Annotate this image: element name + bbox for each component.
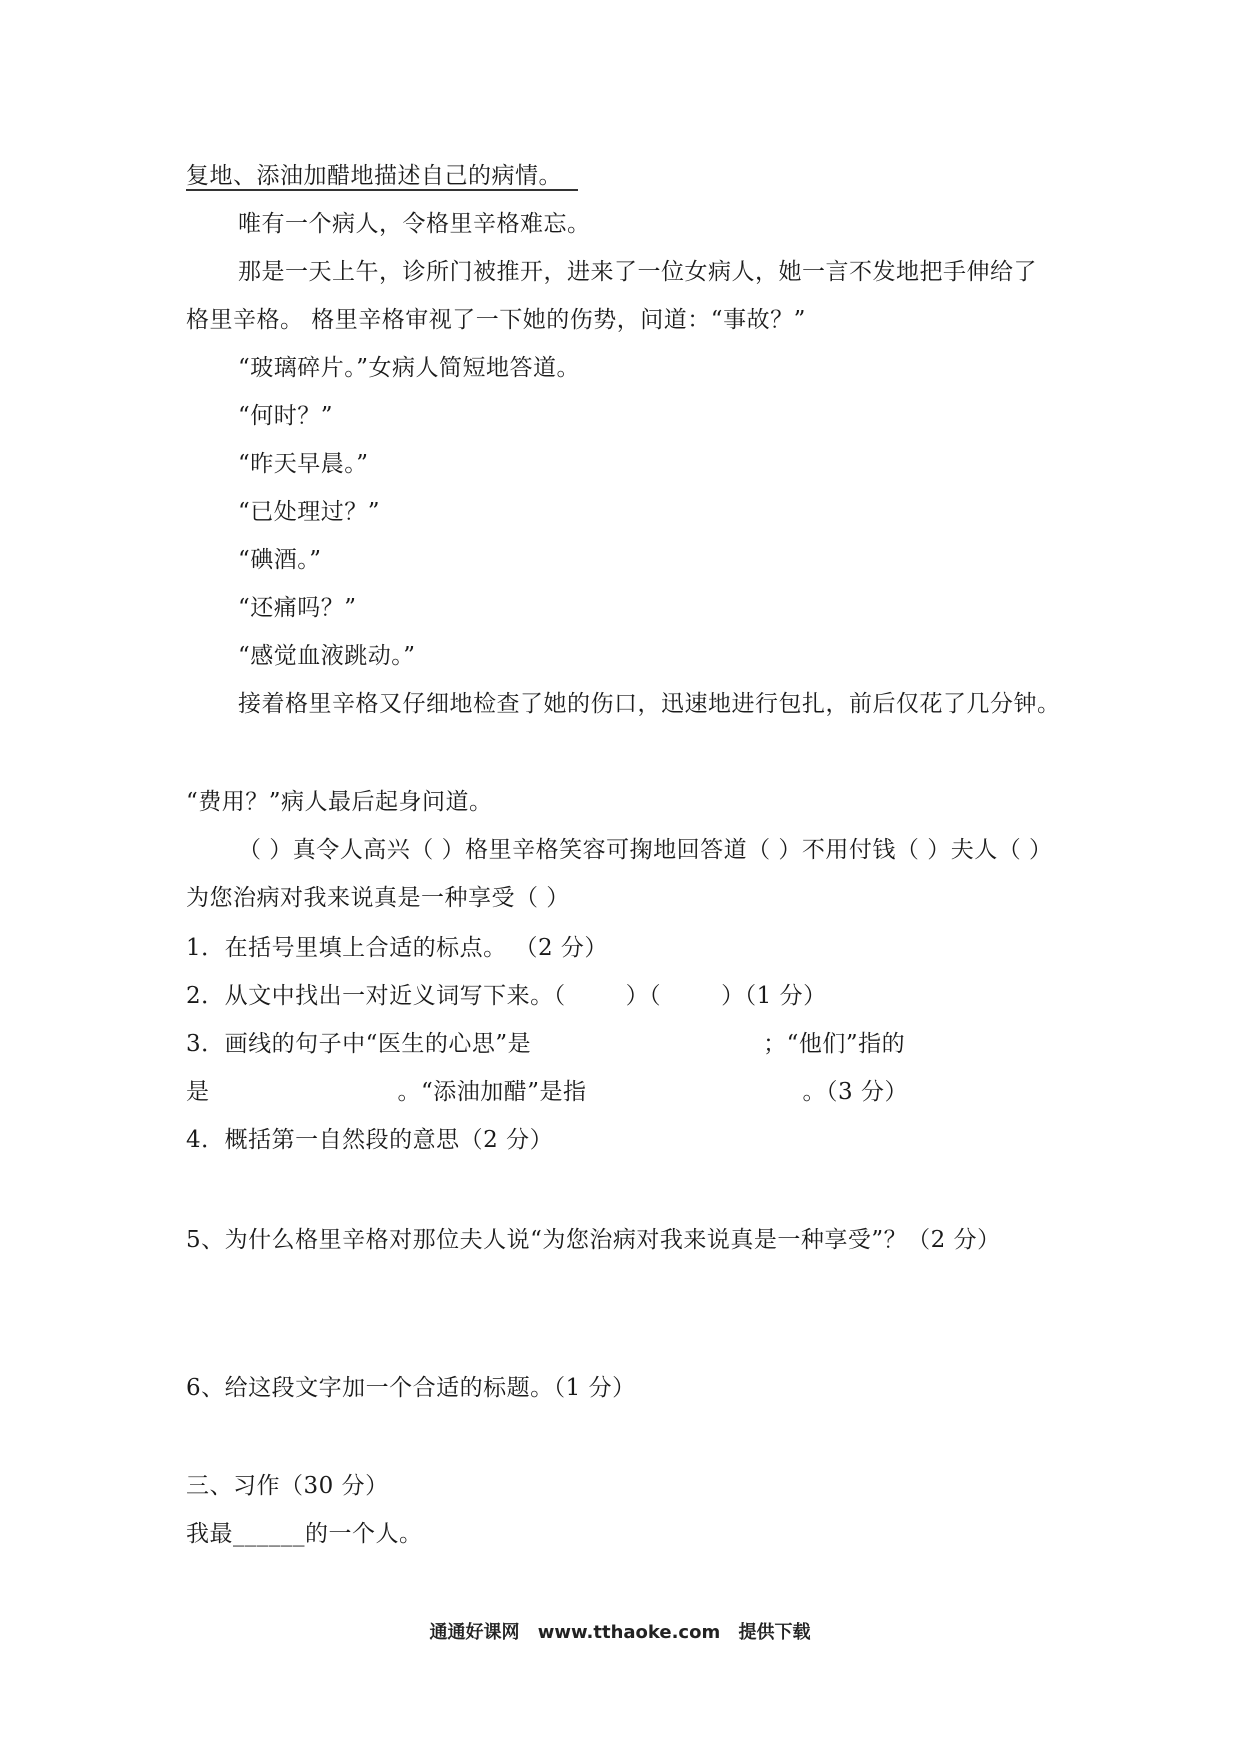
question-3-text: 3．画线的句子中“医生的心思”是 <box>186 1031 532 1057</box>
composition-prompt: 我最______的一个人。 <box>186 1521 423 1547</box>
question-1: 1．在括号里填上合适的标点。 （2 分） <box>186 935 608 961</box>
question-3-text-c: 是 <box>186 1079 210 1105</box>
dialogue-line: “何时？” <box>238 403 334 429</box>
section-heading: 三、习作（30 分） <box>186 1473 389 1499</box>
underlined-sentence: 复地、添油加醋地描述自己的病情。 <box>186 163 578 191</box>
passage-line: 那是一天上午，诊所门被推开，进来了一位女病人，她一言不发地把手伸给了 <box>238 259 1037 285</box>
passage-line: 格里辛格。 格里辛格审视了一下她的伤势，问道：“事故？” <box>186 307 806 333</box>
passage-line-underlined <box>186 160 578 192</box>
dialogue-line: “玻璃碎片。”女病人简短地答道。 <box>238 355 581 381</box>
question-3-line-2 <box>186 1076 908 1108</box>
dialogue-line: “感觉血液跳动。” <box>238 643 416 669</box>
footer-url[interactable]: www.tthaoke.com <box>537 1622 721 1643</box>
question-6: 6、给这段文字加一个合适的标题。（1 分） <box>186 1375 636 1401</box>
footer-suffix: 提供下载 <box>738 1622 811 1643</box>
dialogue-line: “已处理过？” <box>238 499 381 525</box>
question-2-bracket: ）（ <box>625 983 662 1009</box>
dialogue-line: “昨天早晨。” <box>238 451 369 477</box>
punctuation-exercise-line: （ ）真令人高兴（ ）格里辛格笑容可掬地回答道（ ）不用付钱（ ）夫人（ ） <box>238 837 1053 863</box>
question-3-score: 。（3 分） <box>802 1079 908 1105</box>
question-2 <box>186 980 827 1012</box>
dialogue-line: “费用？”病人最后起身问道。 <box>186 789 493 815</box>
question-4: 4．概括第一自然段的意思（2 分） <box>186 1127 554 1153</box>
question-3-text-d: 。“添油加醋”是指 <box>397 1079 587 1105</box>
passage-line: 接着格里辛格又仔细地检查了她的伤口，迅速地进行包扎，前后仅花了几分钟。 <box>238 691 1061 717</box>
page-footer <box>0 1618 1240 1644</box>
question-5: 5、为什么格里辛格对那位夫人说“为您治病对我来说真是一种享受”？（2 分） <box>186 1227 1001 1253</box>
question-2-score: ）（1 分） <box>721 983 827 1009</box>
punctuation-exercise-line: 为您治病对我来说真是一种享受（ ） <box>186 885 570 911</box>
dialogue-line: “碘酒。” <box>238 547 322 573</box>
question-3-line-1 <box>186 1028 905 1060</box>
passage-line: 唯有一个病人，令格里辛格难忘。 <box>238 211 591 237</box>
question-2-text: 2．从文中找出一对近义词写下来。（ <box>186 983 566 1009</box>
question-3-text-b: ；“他们”指的 <box>763 1031 906 1057</box>
dialogue-line: “还痛吗？” <box>238 595 357 621</box>
footer-site-name: 通通好课网 <box>429 1622 520 1643</box>
